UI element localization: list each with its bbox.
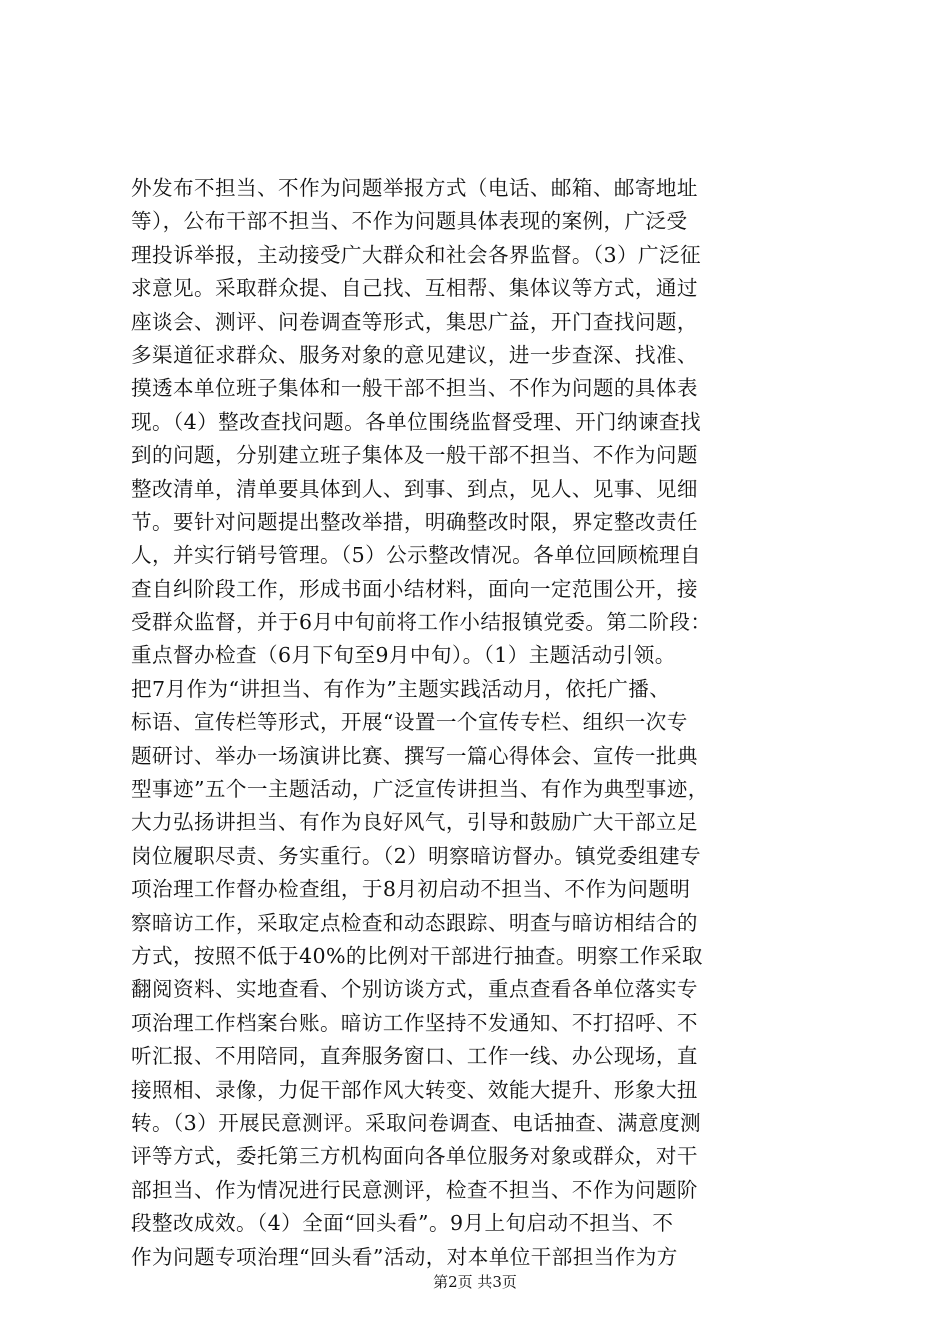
text-line: 项治理工作档案台账。暗访工作坚持不发通知、不打招呼、不 [131,1010,698,1035]
text-line: 察暗访工作，采取定点检查和动态跟踪、明查与暗访相结合的 [131,910,698,935]
text-line: 转。（3）开展民意测评。采取问卷调查、电话抽查、满意度测 [131,1110,702,1135]
text-line: 项治理工作督办检查组，于8月初启动不担当、不作为问题明 [131,877,691,902]
text-line: 人，并实行销号管理。（5）公示整改情况。各单位回顾梳理自 [131,543,702,568]
text-line: 听汇报、不用陪同，直奔服务窗口、工作一线、办公现场，直 [131,1044,698,1069]
text-line: 作为问题专项治理“回头看”活动，对本单位干部担当作为方 [131,1244,678,1269]
text-line: 整改清单，清单要具体到人、到事、到点，见人、见事、见细 [131,476,698,501]
body-paragraph [131,172,831,1274]
text-line: 方式，按照不低于40%的比例对干部进行抽查。明察工作采取 [131,943,703,968]
text-line: 部担当、作为情况进行民意测评，检查不担当、不作为问题阶 [131,1177,698,1202]
text-line: 重点督办检查（6月下旬至9月中旬）。（1）主题活动引领。 [131,643,676,668]
text-line: 型事迹”五个一主题活动，广泛宣传讲担当、有作为典型事迹， [131,777,709,802]
text-line: 求意见。采取群众提、自己找、互相帮、集体议等方式，通过 [131,276,698,301]
text-line: 受群众监督，并于6月中旬前将工作小结报镇党委。第二阶段： [131,610,712,635]
text-line: 座谈会、测评、问卷调查等形式，集思广益，开门查找问题， [131,309,698,334]
text-line: 翻阅资料、实地查看、个别访谈方式，重点查看各单位落实专 [131,977,698,1002]
text-line: 理投诉举报，主动接受广大群众和社会各界监督。（3）广泛征 [131,242,702,267]
text-line: 等），公布干部不担当、不作为问题具体表现的案例，广泛受 [131,209,688,234]
text-line: 岗位履职尽责、务实重行。（2）明察暗访督办。镇党委组建专 [131,843,702,868]
page-footer: 第2页 共3页 [433,1273,517,1291]
text-line: 把7月作为“讲担当、有作为”主题实践活动月，依托广播、 [131,676,671,701]
text-line: 接照相、录像，力促干部作风大转变、效能大提升、形象大扭 [131,1077,698,1102]
text-line: 大力弘扬讲担当、有作为良好风气，引导和鼓励广大干部立足 [131,810,698,835]
text-line: 到的问题，分别建立班子集体及一般干部不担当、不作为问题 [131,443,698,468]
text-line: 查自纠阶段工作，形成书面小结材料，面向一定范围公开，接 [131,576,698,601]
text-line: 外发布不担当、不作为问题举报方式（电话、邮箱、邮寄地址 [131,176,698,200]
text-line: 多渠道征求群众、服务对象的意见建议，进一步查深、找准、 [131,342,698,367]
text-line: 节。要针对问题提出整改举措，明确整改时限，界定整改责任 [131,509,698,534]
text-line: 评等方式，委托第三方机构面向各单位服务对象或群众，对干 [131,1144,698,1169]
text-line: 标语、宣传栏等形式，开展“设置一个宣传专栏、组织一次专 [131,710,688,735]
text-line: 现。（4）整改查找问题。各单位围绕监督受理、开门纳谏查找 [131,409,702,434]
text-line: 摸透本单位班子集体和一般干部不担当、不作为问题的具体表 [131,376,698,401]
text-line: 段整改成效。（4）全面“回头看”。9月上旬启动不担当、不 [131,1211,674,1236]
text-line: 题研讨、举办一场演讲比赛、撰写一篇心得体会、宣传一批典 [131,743,698,768]
